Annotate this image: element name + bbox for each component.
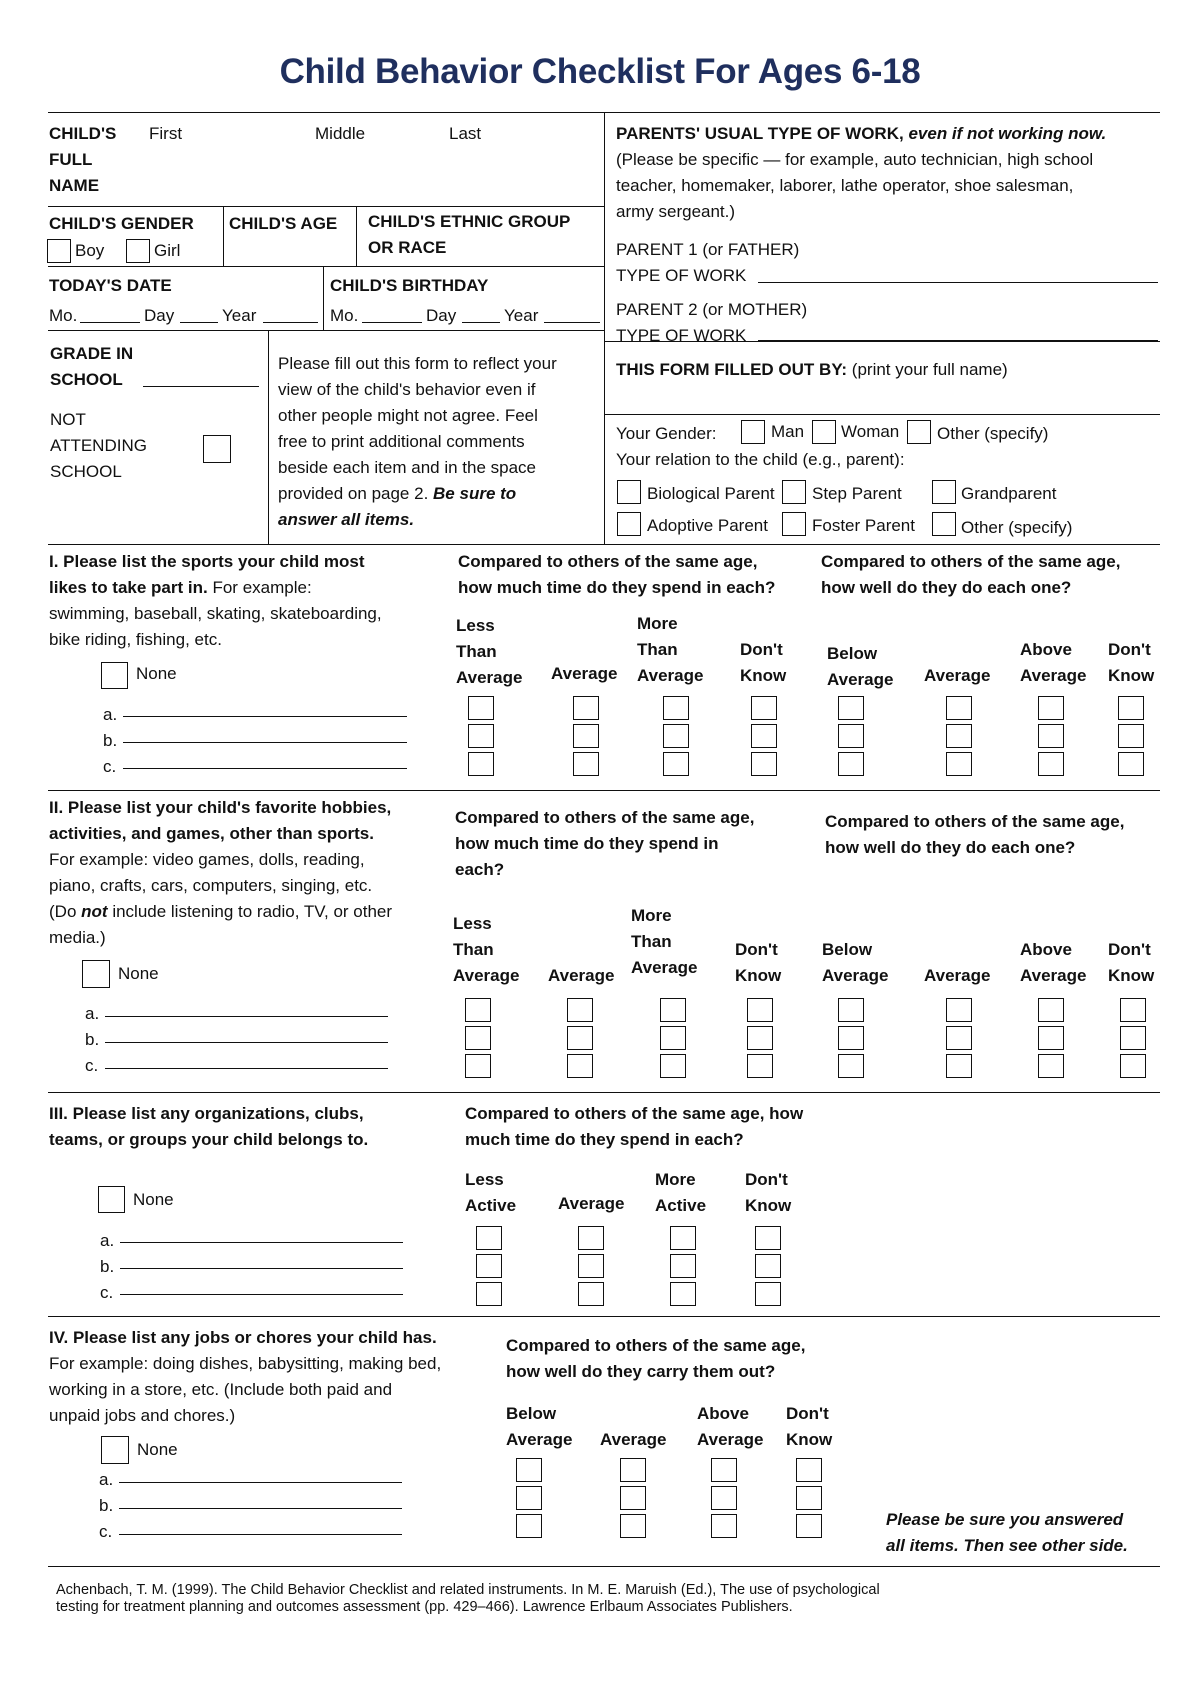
s4-none-checkbox[interactable] (101, 1436, 129, 1464)
parent1-title: PARENT 1 (616, 240, 698, 259)
parent2-work-field[interactable] (758, 340, 1158, 341)
rule-below-name-line (604, 414, 1160, 415)
parent2-title: PARENT 2 (616, 300, 698, 319)
s1-line-1: I. Please list the sports your child most (49, 552, 365, 571)
s2-well-average-boxes[interactable] (946, 998, 974, 1082)
label-not-3: SCHOOL (50, 462, 122, 481)
s4-line-1: IV. Please list any jobs or chores your child has. (49, 1328, 437, 1347)
s2-col-below: Below (822, 940, 873, 959)
instructions-emphasis-1: Be sure to (433, 484, 517, 503)
s2-col-average: Average (548, 966, 615, 985)
label-child-age: CHILD'S AGE (229, 214, 338, 233)
work-title-italic: even if not working now. (908, 124, 1107, 143)
checkbox-man[interactable] (741, 420, 765, 444)
checkbox-girl[interactable] (126, 239, 150, 263)
s3-time-dont-know-boxes[interactable] (755, 1226, 783, 1310)
s4-line-2: For example: doing dishes, babysitting, making bed, (49, 1354, 442, 1373)
s3-col-less-active: Active (465, 1196, 517, 1215)
s3-q-time-1: Compared to others of the same age, how (465, 1104, 804, 1123)
label-last: Last (449, 124, 482, 143)
parent2-work-label: TYPE OF WORK (616, 326, 747, 345)
rule-header-middle (604, 112, 605, 544)
s1-col-above-avg: Average (1020, 666, 1087, 685)
s2-col-dont: Don't (735, 940, 778, 959)
relation-label: Your relation to the child (e.g., parent): (616, 450, 905, 469)
label-middle: Middle (315, 124, 366, 143)
parent1-work-field[interactable] (758, 282, 1158, 283)
label-grade-1: GRADE IN (50, 344, 134, 363)
s1-col-well-dont: Don't (1108, 640, 1151, 659)
checkbox-relation-other[interactable] (932, 512, 956, 536)
label-first: First (149, 124, 183, 143)
label-step-parent: Step Parent (812, 484, 902, 503)
field-birth-year[interactable] (544, 322, 600, 323)
s1-for-example: For example: (212, 578, 312, 597)
s3-col-dont: Don't (745, 1170, 788, 1189)
s2-col-above-avg: Average (1020, 966, 1087, 985)
s2-col-know: Know (735, 966, 782, 985)
instructions-line-6-text: provided on page 2. (278, 484, 429, 503)
s1-line-2-bold: likes to take part in. (49, 578, 208, 597)
label-birth-year: Year (504, 306, 539, 325)
s1-item-b: b. (103, 731, 118, 750)
label-boy: Boy (75, 241, 105, 260)
s4-item-b: b. (99, 1496, 114, 1515)
s1-col-more: More (637, 614, 678, 633)
label-child-gender: CHILD'S GENDER (49, 214, 194, 233)
work-title-main: PARENTS' USUAL TYPE OF WORK, (616, 124, 904, 143)
label-today-day: Day (144, 306, 175, 325)
s4-col-above-avg: Average (697, 1430, 764, 1449)
s3-field-a[interactable] (120, 1242, 403, 1243)
instructions-line-2: view of the child's behavior even if (278, 380, 536, 399)
s2-col-more-avg: Average (631, 958, 698, 977)
work-note-3: army sergeant.) (616, 202, 736, 221)
closing-line-2: all items. Then see other side. (886, 1536, 1128, 1555)
s3-field-c[interactable] (120, 1294, 403, 1295)
s1-col-well-average: Average (924, 666, 991, 685)
s4-item-c: c. (99, 1522, 113, 1541)
s3-time-more-boxes[interactable] (670, 1226, 698, 1310)
s4-col-know: Know (786, 1430, 833, 1449)
field-birth-day[interactable] (462, 322, 500, 323)
s1-col-less: Less (456, 616, 495, 635)
label-not-1: NOT (50, 410, 86, 429)
s2-col-less-avg: Average (453, 966, 520, 985)
s3-field-b[interactable] (120, 1268, 403, 1269)
work-note-2: teacher, homemaker, laborer, lathe operator, shoe salesman, (616, 176, 1074, 195)
label-relation-other: Other (specify) (961, 518, 1073, 537)
rule-below-s1 (48, 790, 1160, 791)
s2-q-time-1: Compared to others of the same age, (455, 808, 755, 827)
field-birth-mo[interactable] (362, 322, 422, 323)
label-name: NAME (49, 176, 100, 195)
s1-q-time-1: Compared to others of the same age, (458, 552, 758, 571)
s4-col-below-avg: Average (506, 1430, 573, 1449)
s2-col-more-than: Than (631, 932, 672, 951)
s1-q-well-2: how well do they do each one? (821, 578, 1072, 597)
s2-col-above: Above (1020, 940, 1072, 959)
s1-col-well-know: Know (1108, 666, 1155, 685)
checkbox-boy[interactable] (47, 239, 71, 263)
s2-col-well-average: Average (924, 966, 991, 985)
label-ethnic-1: CHILD'S ETHNIC GROUP (368, 212, 571, 231)
s1-time-more-boxes[interactable] (663, 696, 691, 780)
instructions-line-3: other people might not agree. Feel (278, 406, 538, 425)
s1-well-above-boxes[interactable] (1038, 696, 1066, 780)
s4-col-average: Average (600, 1430, 667, 1449)
checkbox-adoptive-parent[interactable] (617, 512, 641, 536)
rule-header-bottom (48, 544, 1160, 545)
s1-q-well-1: Compared to others of the same age, (821, 552, 1121, 571)
checkbox-step-parent[interactable] (782, 480, 806, 504)
s1-col-more-than: Than (637, 640, 678, 659)
checkbox-grandparent[interactable] (932, 480, 956, 504)
s2-field-b[interactable] (105, 1042, 388, 1043)
closing-line-1: Please be sure you answered (886, 1510, 1124, 1529)
s4-field-c[interactable] (119, 1534, 402, 1535)
filled-by-label (616, 360, 1008, 380)
s1-col-less-than: Than (456, 642, 497, 661)
label-grade-2: SCHOOL (50, 370, 123, 389)
parent1-label (616, 240, 799, 260)
s1-col-below-avg: Average (827, 670, 894, 689)
s1-line-3: swimming, baseball, skating, skateboarding, (49, 604, 382, 623)
s2-time-more-boxes[interactable] (660, 998, 688, 1082)
s2-line-6: media.) (49, 928, 106, 947)
s4-q-well-2: how well do they carry them out? (506, 1362, 776, 1381)
s1-time-dont-know-boxes[interactable] (751, 696, 779, 780)
field-today-year[interactable] (263, 322, 318, 323)
s3-item-b: b. (100, 1257, 115, 1276)
s2-item-a: a. (85, 1004, 100, 1023)
parent2-label (616, 300, 807, 320)
s2-well-above-boxes[interactable] (1038, 998, 1066, 1082)
rule-grade-instructions (268, 330, 269, 544)
label-girl: Girl (154, 241, 181, 260)
s2-well-below-boxes[interactable] (838, 998, 866, 1082)
page-title: Child Behavior Checklist For Ages 6-18 (279, 52, 921, 91)
s4-col-below: Below (506, 1404, 557, 1423)
checkbox-not-attending[interactable] (203, 435, 231, 463)
instructions-line-5: beside each item and in the space (278, 458, 537, 477)
label-today-mo: Mo. (49, 306, 78, 325)
label-birth-mo: Mo. (330, 306, 359, 325)
label-today-year: Year (222, 306, 257, 325)
field-today-mo[interactable] (80, 322, 140, 323)
s1-item-a: a. (103, 705, 118, 724)
s2-none-checkbox[interactable] (82, 960, 110, 988)
field-grade[interactable] (143, 386, 259, 387)
citation-line-2: testing for treatment planning and outcomes assessment (pp. 429–466). Lawrence Erlbaum Associates Publishers. (56, 1599, 793, 1615)
s2-time-less-boxes[interactable] (465, 998, 493, 1082)
s4-well-above-boxes[interactable] (711, 1458, 739, 1542)
s4-col-dont: Don't (786, 1404, 829, 1423)
s4-well-below-boxes[interactable] (516, 1458, 544, 1542)
s3-item-a: a. (100, 1231, 115, 1250)
s2-item-c: c. (85, 1056, 99, 1075)
s2-field-a[interactable] (105, 1016, 388, 1017)
label-birth-day: Day (426, 306, 457, 325)
s4-q-well-1: Compared to others of the same age, (506, 1336, 806, 1355)
s2-none-label: None (118, 964, 159, 983)
s2-q-well-2: how well do they do each one? (825, 838, 1076, 857)
s3-col-more-active: Active (655, 1196, 707, 1215)
label-man: Man (771, 422, 805, 441)
rule-below-dates (48, 330, 604, 331)
label-full: FULL (49, 150, 93, 169)
s4-well-average-boxes[interactable] (620, 1458, 648, 1542)
rule-below-name (48, 206, 604, 207)
work-title (616, 124, 1106, 144)
s2-line-3: For example: video games, dolls, reading, (49, 850, 365, 869)
s1-q-time-2: how much time do they spend in each? (458, 578, 776, 597)
rule-below-s3 (48, 1316, 1160, 1317)
s1-well-below-boxes[interactable] (838, 696, 866, 780)
s1-well-dont-know-boxes[interactable] (1118, 696, 1146, 780)
s3-item-c: c. (100, 1283, 114, 1302)
s4-well-dont-know-boxes[interactable] (796, 1458, 824, 1542)
label-gender-other: Other (specify) (937, 424, 1049, 443)
parent1-paren: (or FATHER) (702, 240, 800, 259)
s1-field-b[interactable] (123, 742, 407, 743)
s3-line-2: teams, or groups your child belongs to. (49, 1130, 369, 1149)
s1-field-a[interactable] (123, 716, 407, 717)
s2-q-well-1: Compared to others of the same age, (825, 812, 1125, 831)
label-foster-parent: Foster Parent (812, 516, 915, 535)
parent1-work-label: TYPE OF WORK (616, 266, 747, 285)
s4-line-3: working in a store, etc. (Include both paid and (49, 1380, 393, 1399)
checkbox-woman[interactable] (812, 420, 836, 444)
instructions-line-6 (278, 484, 516, 504)
s3-time-less-boxes[interactable] (476, 1226, 504, 1310)
label-woman: Woman (841, 422, 900, 441)
s1-none-label: None (136, 664, 177, 683)
instructions-line-4: free to print additional comments (278, 432, 525, 451)
s2-field-c[interactable] (105, 1068, 388, 1069)
instructions-line-1: Please fill out this form to reflect your (278, 354, 557, 373)
s2-line-1: II. Please list your child's favorite hobbies, (49, 798, 392, 817)
checkbox-biological-parent[interactable] (617, 480, 641, 504)
label-todays-date: TODAY'S DATE (49, 276, 172, 295)
s2-line-5-b: include listening to radio, TV, or other (112, 902, 393, 921)
rule-dates (323, 266, 324, 330)
s1-time-less-boxes[interactable] (468, 696, 496, 780)
label-not-2: ATTENDING (50, 436, 147, 455)
rule-below-s2 (48, 1092, 1160, 1093)
label-childs: CHILD'S (49, 124, 117, 143)
s4-item-a: a. (99, 1470, 114, 1489)
s3-q-time-2: much time do they spend in each? (465, 1130, 744, 1149)
s4-none-label: None (137, 1440, 178, 1459)
rule-footer (48, 1566, 1160, 1567)
s1-col-dont: Don't (740, 640, 783, 659)
s3-time-average-boxes[interactable] (578, 1226, 606, 1310)
s4-field-a[interactable] (119, 1482, 402, 1483)
your-gender-label: Your Gender: (616, 424, 717, 443)
s2-time-dont-know-boxes[interactable] (747, 998, 775, 1082)
s2-col-well-dont: Don't (1108, 940, 1151, 959)
s1-col-below: Below (827, 644, 878, 663)
s1-time-average-boxes[interactable] (573, 696, 601, 780)
s2-col-less-than: Than (453, 940, 494, 959)
filled-by-title: THIS FORM FILLED OUT BY: (616, 360, 848, 379)
rule-age-ethnic (356, 206, 357, 266)
s1-line-4: bike riding, fishing, etc. (49, 630, 222, 649)
s4-col-above: Above (697, 1404, 749, 1423)
s1-col-above: Above (1020, 640, 1072, 659)
s1-none-checkbox[interactable] (101, 662, 128, 689)
s1-col-average: Average (551, 664, 618, 683)
s3-col-less: Less (465, 1170, 504, 1189)
s2-well-dont-know-boxes[interactable] (1120, 998, 1148, 1082)
rule-below-gender (48, 266, 604, 267)
s3-col-know: Know (745, 1196, 792, 1215)
checkbox-gender-other[interactable] (907, 420, 931, 444)
filled-by-note: (print your full name) (851, 360, 1008, 379)
s2-time-average-boxes[interactable] (567, 998, 595, 1082)
label-ethnic-2: OR RACE (368, 238, 447, 257)
s1-field-c[interactable] (123, 768, 407, 769)
s2-line-4: piano, crafts, cars, computers, singing, etc. (49, 876, 373, 895)
s1-item-c: c. (103, 757, 117, 776)
label-grandparent: Grandparent (961, 484, 1057, 503)
checkbox-foster-parent[interactable] (782, 512, 806, 536)
s2-line-5 (49, 902, 392, 922)
s3-none-checkbox[interactable] (98, 1186, 125, 1213)
s1-well-average-boxes[interactable] (946, 696, 974, 780)
s2-q-time-3: each? (455, 860, 505, 879)
s2-line-2: activities, and games, other than sports. (49, 824, 374, 843)
s2-col-more: More (631, 906, 672, 925)
s2-item-b: b. (85, 1030, 100, 1049)
s1-line-2 (49, 578, 312, 598)
work-note-1: (Please be specific — for example, auto technician, high school (616, 150, 1094, 169)
s1-col-more-avg: Average (637, 666, 704, 685)
label-child-birthday: CHILD'S BIRTHDAY (330, 276, 489, 295)
label-biological-parent: Biological Parent (647, 484, 775, 503)
s4-field-b[interactable] (119, 1508, 402, 1509)
s2-col-well-know: Know (1108, 966, 1155, 985)
s2-col-less: Less (453, 914, 492, 933)
s4-line-4: unpaid jobs and chores.) (49, 1406, 236, 1425)
s3-col-more: More (655, 1170, 696, 1189)
label-adoptive-parent: Adoptive Parent (647, 516, 768, 535)
s2-q-time-2: how much time do they spend in (455, 834, 719, 853)
s2-line-5-a: (Do (49, 902, 77, 921)
s3-line-1: III. Please list any organizations, clubs, (49, 1104, 364, 1123)
field-today-day[interactable] (180, 322, 218, 323)
s2-col-below-avg: Average (822, 966, 889, 985)
s3-col-average: Average (558, 1194, 625, 1213)
s2-line-5-not: not (81, 902, 108, 921)
parent2-paren: (or MOTHER) (702, 300, 808, 319)
s3-none-label: None (133, 1190, 174, 1209)
s1-col-know: Know (740, 666, 787, 685)
instructions-emphasis-2: answer all items. (278, 510, 415, 529)
rule-gender-age (223, 206, 224, 266)
s1-col-less-avg: Average (456, 668, 523, 687)
citation-line-1: Achenbach, T. M. (1999). The Child Behavior Checklist and related instruments. In M. E. Maruish (Ed.), The use of psychological (56, 1582, 880, 1598)
